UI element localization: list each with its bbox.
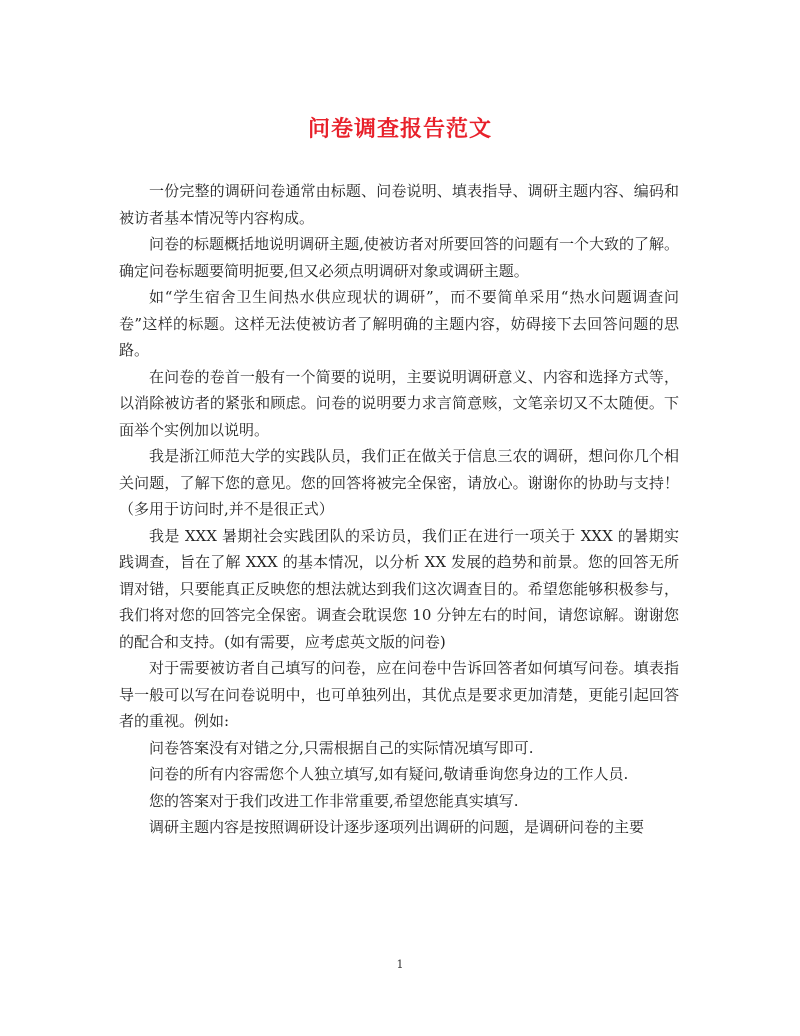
document-title: 问卷调查报告范文 xyxy=(307,116,492,142)
paragraph: 我是 XXX 暑期社会实践团队的采访员，我们正在进行一项关于 XXX 的暑期实践调查，旨在了解 XXX 的基本情况，以分析 XX 发展的趋势和前景。您的回答无所谓对错，只要能真正反映您的想法就达到我们这次调查目的。希望您能够积极参与，我们将对您的回答完全保密。调查会耽误您 10 分钟左右的时间，请您谅解。谢谢您的配合和支持。(如有需要，应考虑英文版的问卷) xyxy=(119,526,679,651)
paragraph: 问卷的所有内容需您个人独立填写,如有疑问,敬请垂询您身边的工作人员. xyxy=(149,765,629,783)
document-body xyxy=(119,178,679,841)
paragraph: 问卷的标题概括地说明调研主题,使被访者对所要回答的问题有一个大致的了解。确定问卷标题要简明扼要,但又必须点明调研对象或调研主题。 xyxy=(119,235,679,280)
paragraph: 我是浙江师范大学的实践队员，我们正在做关于信息三农的调研，想问你几个相关问题，了解下您的意见。您的回答将被完全保密，请放心。谢谢你的协助与支持！（多用于访问时,并不是很正式） xyxy=(119,447,679,518)
paragraph: 如“学生宿舍卫生间热水供应现状的调研”，而不要简单采用“热水问题调查问卷”这样的标题。这样无法使被访者了解明确的主题内容，妨碍接下去回答问题的思路。 xyxy=(119,288,679,359)
paragraph: 对于需要被访者自己填写的问卷，应在问卷中告诉回答者如何填写问卷。填表指导一般可以写在问卷说明中，也可单独列出，其优点是要求更加清楚，更能引起回答者的重视。例如: xyxy=(119,659,679,730)
paragraph: 一份完整的调研问卷通常由标题、问卷说明、填表指导、调研主题内容、编码和被访者基本情况等内容构成。 xyxy=(119,182,679,227)
page-number: 1 xyxy=(396,958,404,971)
paragraph: 调研主题内容是按照调研设计逐步逐项列出调研的问题，是调研问卷的主要 xyxy=(149,818,645,836)
paragraph: 问卷答案没有对错之分,只需根据自己的实际情况填写即可. xyxy=(149,738,534,757)
paragraph: 您的答案对于我们改进工作非常重要,希望您能真实填写. xyxy=(149,791,519,810)
paragraph: 在问卷的卷首一般有一个简要的说明，主要说明调研意义、内容和选择方式等，以消除被访者的紧张和顾虑。问卷的说明要力求言简意赅，文笔亲切又不太随便。下面举个实例加以说明。 xyxy=(119,367,679,439)
